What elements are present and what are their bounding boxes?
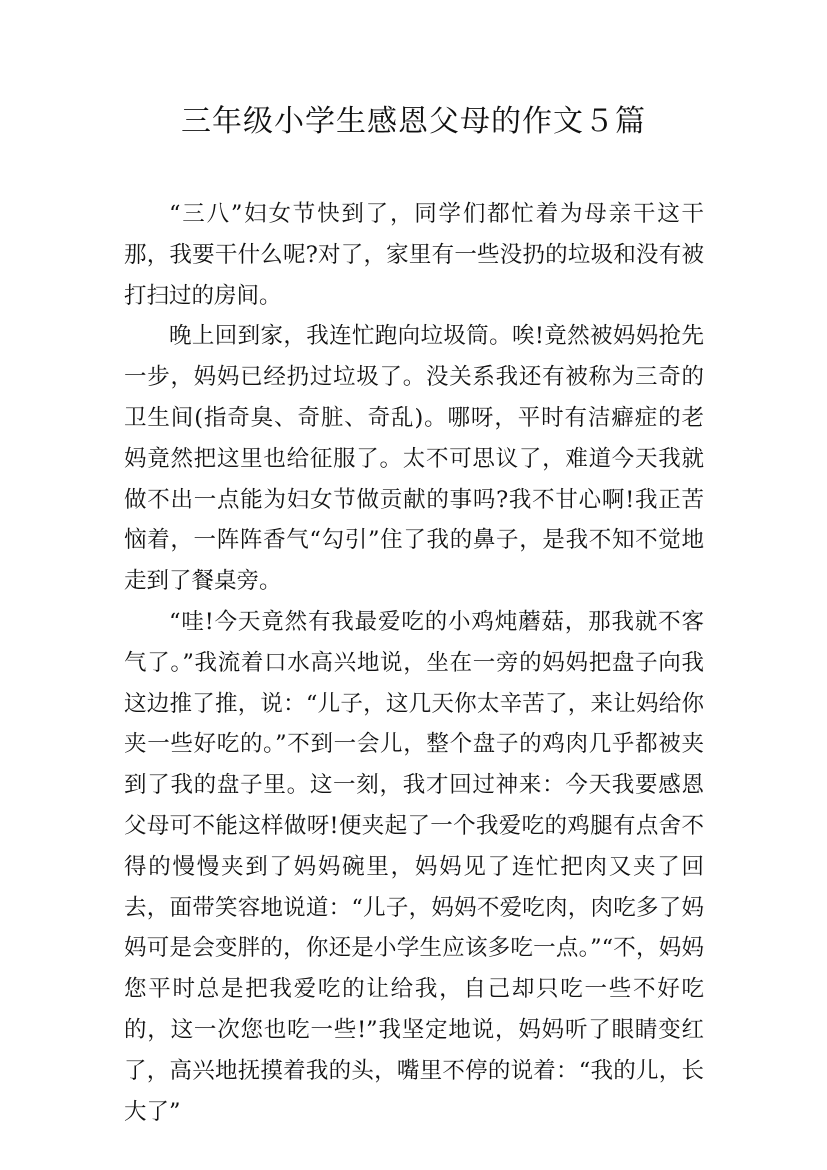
- paragraph-3: “哇!今天竟然有我最爱吃的小鸡炖蘑菇，那我就不客气了。”我流着口水高兴地说，坐在一旁的妈妈把盘子向我这边推了推，说：“儿子，这几天你太辛苦了，来让妈给你夹一些好吃的。”不到一会儿，整个盘子的鸡肉几乎都被夹到了我的盘子里。这一刻，我才回过神来：今天我要感恩父母可不能这样做呀!便夹起了一个我爱吃的鸡腿有点舍不得的慢慢夹到了妈妈碗里，妈妈见了连忙把肉又夹了回去，面带笑容地说道：“儿子，妈妈不爱吃肉，肉吃多了妈妈可是会变胖的，你还是小学生应该多吃一点。”“不，妈妈您平时总是把我爱吃的让给我，自己却只吃一些不好吃的，这一次您也吃一些!”我坚定地说，妈妈听了眼睛变红了，高兴地抚摸着我的头，嘴里不停的说着：“我的儿，长大了”: [124, 608, 704, 1125]
- article-body: [124, 194, 704, 1132]
- paragraph-2: 晚上回到家，我连忙跑向垃圾筒。唉!竟然被妈妈抢先一步，妈妈已经扔过垃圾了。没关系我还有被称为三奇的卫生间(指奇臭、奇脏、奇乱)。哪呀，平时有洁癖症的老妈竟然把这里也给征服了。太不可思议了，难道今天我就做不出一点能为妇女节做贡献的事吗?我不甘心啊!我正苦恼着，一阵阵香气“勾引”住了我的鼻子，是我不知不觉地走到了餐桌旁。: [124, 323, 704, 595]
- paragraph-1: “三八”妇女节快到了，同学们都忙着为母亲干这干那，我要干什么呢?对了，家里有一些没扔的垃圾和没有被打扫过的房间。: [124, 201, 704, 309]
- page-title: 三年级小学生感恩父母的作文５篇: [181, 104, 646, 139]
